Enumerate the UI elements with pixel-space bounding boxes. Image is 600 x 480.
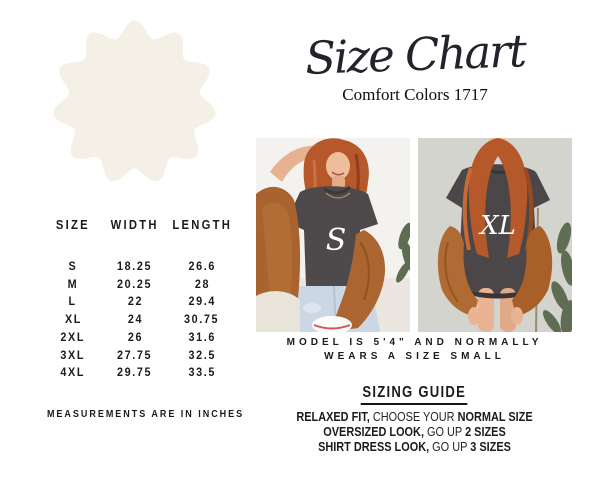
sizing-guide-heading: SIZING GUIDE <box>361 384 468 405</box>
model-photo-size-xl <box>418 138 572 332</box>
col-header-length: LENGTH <box>172 218 232 232</box>
table-row <box>40 293 240 311</box>
cell-length: 30.75 <box>184 312 220 327</box>
page-title: Size Chart <box>304 24 526 85</box>
cell-size: L <box>68 294 78 309</box>
cell-length: 33.5 <box>188 365 216 380</box>
table-row <box>40 364 240 382</box>
cell-size: 2XL <box>60 329 86 344</box>
cell-width: 24 <box>127 312 143 327</box>
cell-width: 26 <box>127 329 143 344</box>
model-caption-line1: MODEL IS 5'4" AND NORMALLY <box>286 337 543 348</box>
title-block <box>255 26 575 104</box>
cell-size: M <box>67 276 79 291</box>
cell-width: 27.75 <box>117 347 153 362</box>
cell-width: 29.75 <box>117 365 153 380</box>
model-photo-size-s <box>256 138 410 332</box>
size-table <box>40 218 240 382</box>
size-table-body <box>40 258 240 382</box>
model-caption <box>257 336 572 363</box>
cell-length: 31.6 <box>188 329 216 344</box>
scallop-badge <box>51 19 218 186</box>
cell-length: 32.5 <box>188 347 216 362</box>
page-subtitle: Comfort Colors 1717 <box>342 85 488 104</box>
cell-size: 3XL <box>60 347 86 362</box>
cell-size: S <box>68 259 78 273</box>
cell-size: XL <box>64 312 82 327</box>
table-row <box>40 258 240 276</box>
sizing-guide-line-shirt-dress: SHIRT DRESS LOOK, GO UP 3 SIZES <box>318 438 511 454</box>
model-caption-line2: WEARS A SIZE SMALL <box>324 350 505 362</box>
col-header-width: WIDTH <box>110 218 160 232</box>
cell-length: 28 <box>194 276 210 291</box>
cell-width: 20.25 <box>117 276 153 291</box>
measurements-note: MEASUREMENTS ARE IN INCHES <box>46 409 245 420</box>
photo-row <box>256 138 572 332</box>
sizing-guide-line-oversized: OVERSIZED LOOK, GO UP 2 SIZES <box>323 423 506 439</box>
sizing-guide-line-relaxed: RELAXED FIT, CHOOSE YOUR NORMAL SIZE <box>296 409 533 424</box>
sizing-guide <box>257 384 572 454</box>
sizing-guide-lines <box>257 410 572 454</box>
table-row <box>40 347 240 365</box>
cell-length: 26.6 <box>188 259 216 273</box>
table-row <box>40 276 240 294</box>
sizing-guide-heading-row <box>257 384 572 405</box>
cell-width: 18.25 <box>117 259 153 273</box>
table-row <box>40 311 240 329</box>
cell-size: 4XL <box>60 365 86 380</box>
shirt-size-label-xl: XL <box>480 211 516 241</box>
cell-width: 22 <box>127 294 143 309</box>
shirt-size-label-s: S <box>325 223 347 258</box>
table-row <box>40 329 240 347</box>
size-table-header <box>40 218 240 233</box>
col-header-size: SIZE <box>55 218 91 232</box>
cell-length: 29.4 <box>188 294 216 309</box>
